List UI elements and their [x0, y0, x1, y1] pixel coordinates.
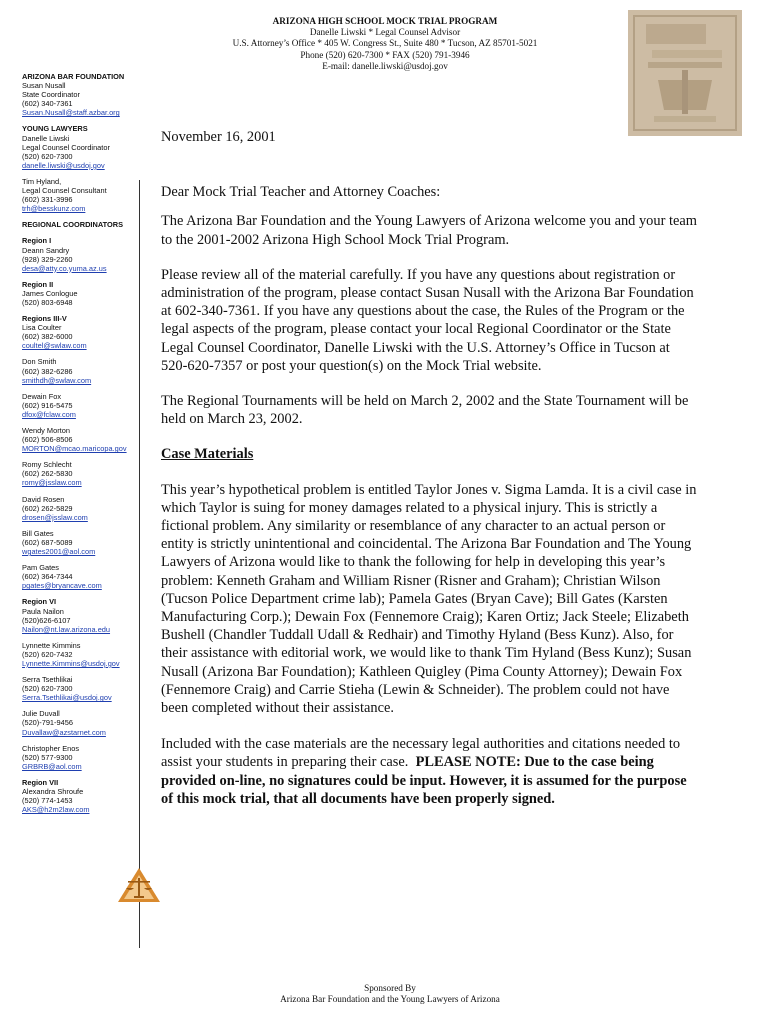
contact-phone: (602) 687-5089 [22, 537, 73, 547]
region-label: Region VII [22, 777, 59, 787]
contact-name: Lynnette Kimmins [22, 640, 81, 650]
contact-bill-gates [22, 529, 140, 556]
contact-email-link[interactable]: Susan.Nusall@staff.azbar.org [22, 108, 120, 118]
program-title: ARIZONA HIGH SCHOOL MOCK TRIAL PROGRAM [272, 16, 498, 26]
contact-phone: (602) 340-7361 [22, 99, 73, 109]
contact-name: Wendy Morton [22, 426, 70, 435]
signature-note-paragraph [161, 735, 699, 808]
contact-phone: (602) 382-6000 [22, 332, 73, 342]
contact-info-paragraph: Please review all of the material carefully. If you have any questions about registration or administration of the program, please contact Susan Nusall with the Arizona Bar Foundation at 602-340-7361. If you have any questions about the case, the Rules of the Program or the legal aspects of the program, please contact your local Regional Coordinator or the State Legal Counsel Coordinator, Danelle Liwski with the U.S. Attorney’s Office in Tucson at 520-620-7357 or post your question(s) on the Mock Trial website. [161, 266, 694, 374]
contact-email-link[interactable]: GRBRB@aol.com [22, 761, 82, 771]
org-title: YOUNG LAWYERS [22, 124, 88, 134]
contact-phone: (520) 774-1453 [22, 796, 73, 806]
contact-kimmins [22, 641, 140, 668]
contact-region-6 [22, 597, 140, 633]
contact-name: David Rosen [22, 494, 65, 504]
advisor-line: Danelle Liwski * Legal Counsel Advisor [309, 27, 461, 38]
contact-name: Dewain Fox [22, 391, 62, 401]
contact-email-link[interactable]: romy@jsslaw.com [22, 478, 82, 488]
contact-name: Deann Sandry [22, 245, 70, 255]
contact-smith [22, 357, 140, 384]
contact-email-link[interactable]: trh@besskunz.com [22, 204, 86, 214]
contact-phone: (520) 620-7432 [22, 649, 73, 659]
contact-email-link[interactable]: Nailon@nt.law.arizona.edu [22, 624, 111, 634]
contact-email-link[interactable]: pgates@bryancave.com [22, 581, 102, 591]
contact-phone: (520) 577-9300 [22, 752, 73, 762]
contact-phone: (520)-791-9456 [22, 718, 73, 728]
sidebar-contacts [22, 72, 140, 821]
contact-phone: (602) 506-8506 [22, 435, 73, 445]
contact-phone: (520) 620-7300 [22, 684, 73, 694]
contact-phone: (602) 262-5829 [22, 503, 73, 513]
contact-name: Lisa Coulter [22, 323, 62, 333]
contact-name: Danelle Liwski [22, 133, 70, 143]
case-materials-heading: Case Materials [161, 446, 254, 463]
region-label: Region I [22, 236, 52, 246]
contact-schlecht [22, 460, 140, 487]
contact-email-link[interactable]: coultel@swlaw.com [22, 341, 87, 351]
contact-email-link[interactable]: Serra.Tsethlikai@usdoj.gov [22, 693, 112, 703]
contact-abf [22, 72, 140, 117]
sponsor-footer [240, 983, 540, 1005]
contact-fox [22, 392, 140, 419]
contact-email-link[interactable]: desa@atty.co.yuma.az.us [22, 263, 107, 273]
letter-body [161, 124, 699, 808]
contact-name: Christopher Enos [22, 743, 80, 753]
contact-name: James Conlogue [22, 288, 78, 298]
contact-phone: (602) 382-6286 [22, 366, 73, 376]
contact-email-link[interactable]: MORTON@mcao.maricopa.gov [22, 444, 127, 454]
contact-phone: (520)626-6107 [22, 615, 71, 625]
contact-email-link[interactable]: AKS@h2m2law.com [22, 805, 90, 815]
contact-phone: (602) 916-5475 [22, 400, 73, 410]
scales-of-justice-emblem-icon [116, 866, 162, 904]
contact-young-lawyers [22, 124, 140, 169]
contact-email-link[interactable]: drosen@jsslaw.com [22, 512, 88, 522]
org-title: ARIZONA BAR FOUNDATION [22, 72, 125, 81]
contact-phone: (602) 331-3996 [22, 195, 73, 205]
contact-regions-3-5 [22, 314, 140, 350]
contact-name: Tim Hyland, [22, 176, 62, 186]
contact-region-7 [22, 778, 140, 814]
contact-phone: (520) 803-6948 [22, 297, 73, 307]
tournament-dates-paragraph: The Regional Tournaments will be held on March 2, 2002 and the State Tournament will be held on March 23, 2002. [161, 393, 689, 428]
case-description-paragraph: This year’s hypothetical problem is entitled Taylor Jones v. Sigma Lamda. It is a civil case in which Taylor is suing for money damages related to a physical injury. This is strictly a fictional problem. Any similarity or resemblance of any character to an actual person or entity is strictly unintentional and coincidental. The Arizona Bar Foundation and The Young Lawyers of Arizona would like to thank the following for help in developing this year’s problem: Kenneth Graham and William Risner (Risner and Graham); Christian Wilson (Tucson Police Department crime lab); Pamela Gates (Bryan Cave); Bill Gates (Karsten Manufacturing Corp.); Dewain Fox (Fennemore Craig); Karen Ortiz; Jack Steele; Elizabeth Bushell (Chandler Tuddall Udall & Redhair) and Timothy Hyland (Bess Kunz). Also, for their assistance with editorial work, we would like to thank Tim Hyland (Bess Kunz); Susan Nusall (Arizona Bar Foundation); Kathleen Quigley (Pima County Attorney); Dewain Fox (Fennemore Craig) and Carrie Stieha (Lewin & Schneider). The problem could not have been completed without their assistance. [161, 481, 697, 717]
contact-name: Romy Schlecht [22, 460, 72, 470]
contact-region-2 [22, 280, 140, 307]
letter-salutation: Dear Mock Trial Teacher and Attorney Coaches: [161, 184, 441, 201]
contact-email-link[interactable]: dfox@fclaw.com [22, 409, 76, 419]
contact-duvall [22, 709, 140, 736]
contact-phone: (602) 262-5830 [22, 469, 73, 479]
contact-email-link[interactable]: smithdh@swlaw.com [22, 375, 92, 385]
contact-name: Alexandra Shroufe [22, 787, 84, 796]
phone-fax-line: Phone (520) 620-7300 * FAX (520) 791-3946 [300, 49, 470, 60]
note-plain-text: Included with the case materials are the necessary legal authorities and citations needed to assist your students in preparing their case. [161, 736, 681, 771]
contact-name: Paula Nailon [22, 606, 64, 616]
region-label: Regions III-V [22, 314, 67, 324]
contact-name: Pam Gates [22, 563, 59, 573]
contact-pam-gates [22, 563, 140, 590]
contact-name: Don Smith [22, 357, 57, 367]
sidebar-divider-line [139, 180, 140, 948]
contact-hyland [22, 177, 140, 213]
contact-role: State Coordinator [22, 90, 80, 100]
letter-date: November 16, 2001 [161, 129, 276, 145]
contact-tsethlikai [22, 675, 140, 702]
contact-phone: (520) 620-7300 [22, 151, 73, 161]
email-line: E-mail: danelle.liwski@usdoj.gov [322, 60, 448, 71]
welcome-paragraph: The Arizona Bar Foundation and the Young Lawyers of Arizona welcome you and your team to the 2001-2002 Arizona High School Mock Trial Program. [161, 213, 697, 248]
regional-coordinators-heading-group [22, 220, 140, 229]
contact-name: Serra Tsethlikai [22, 675, 73, 685]
mock-trial-logo-image [628, 10, 742, 136]
note-bold-text: PLEASE NOTE: Due to the case being provided on-line, no signatures could be input. However, it is assumed for the purpose of this mock trial, that all documents have been properly signed. [161, 754, 687, 807]
contact-role: Legal Counsel Consultant [22, 186, 107, 196]
contact-morton [22, 426, 140, 453]
region-label: Region II [22, 279, 54, 289]
letterhead [200, 16, 570, 72]
contact-enos [22, 744, 140, 771]
contact-email-link[interactable]: wgates2001@aol.com [22, 547, 96, 557]
contact-email-link[interactable]: danelle.liwski@usdoj.gov [22, 160, 105, 170]
sponsor-names: Arizona Bar Foundation and the Young Lawyers of Arizona [280, 994, 500, 1005]
contact-phone: (602) 364-7344 [22, 572, 73, 582]
contact-role: Legal Counsel Coordinator [22, 142, 110, 152]
contact-name: Bill Gates [22, 528, 54, 538]
contact-name: Susan Nusall [22, 81, 66, 91]
regional-coordinators-title: REGIONAL COORDINATORS [22, 220, 124, 230]
region-label: Region VI [22, 597, 57, 607]
contact-email-link[interactable]: Lynnette.Kimmins@usdoj.gov [22, 658, 120, 668]
contact-name: Julie Duvall [22, 709, 60, 719]
contact-rosen [22, 495, 140, 522]
contact-email-link[interactable]: Duvallaw@azstarnet.com [22, 727, 106, 737]
contact-phone: (928) 329-2260 [22, 254, 73, 264]
contact-region-1 [22, 236, 140, 272]
office-address: U.S. Attorney’s Office * 405 W. Congress St., Suite 480 * Tucson, AZ 85701-5021 [232, 38, 538, 49]
sponsored-by-label: Sponsored By [364, 983, 416, 993]
